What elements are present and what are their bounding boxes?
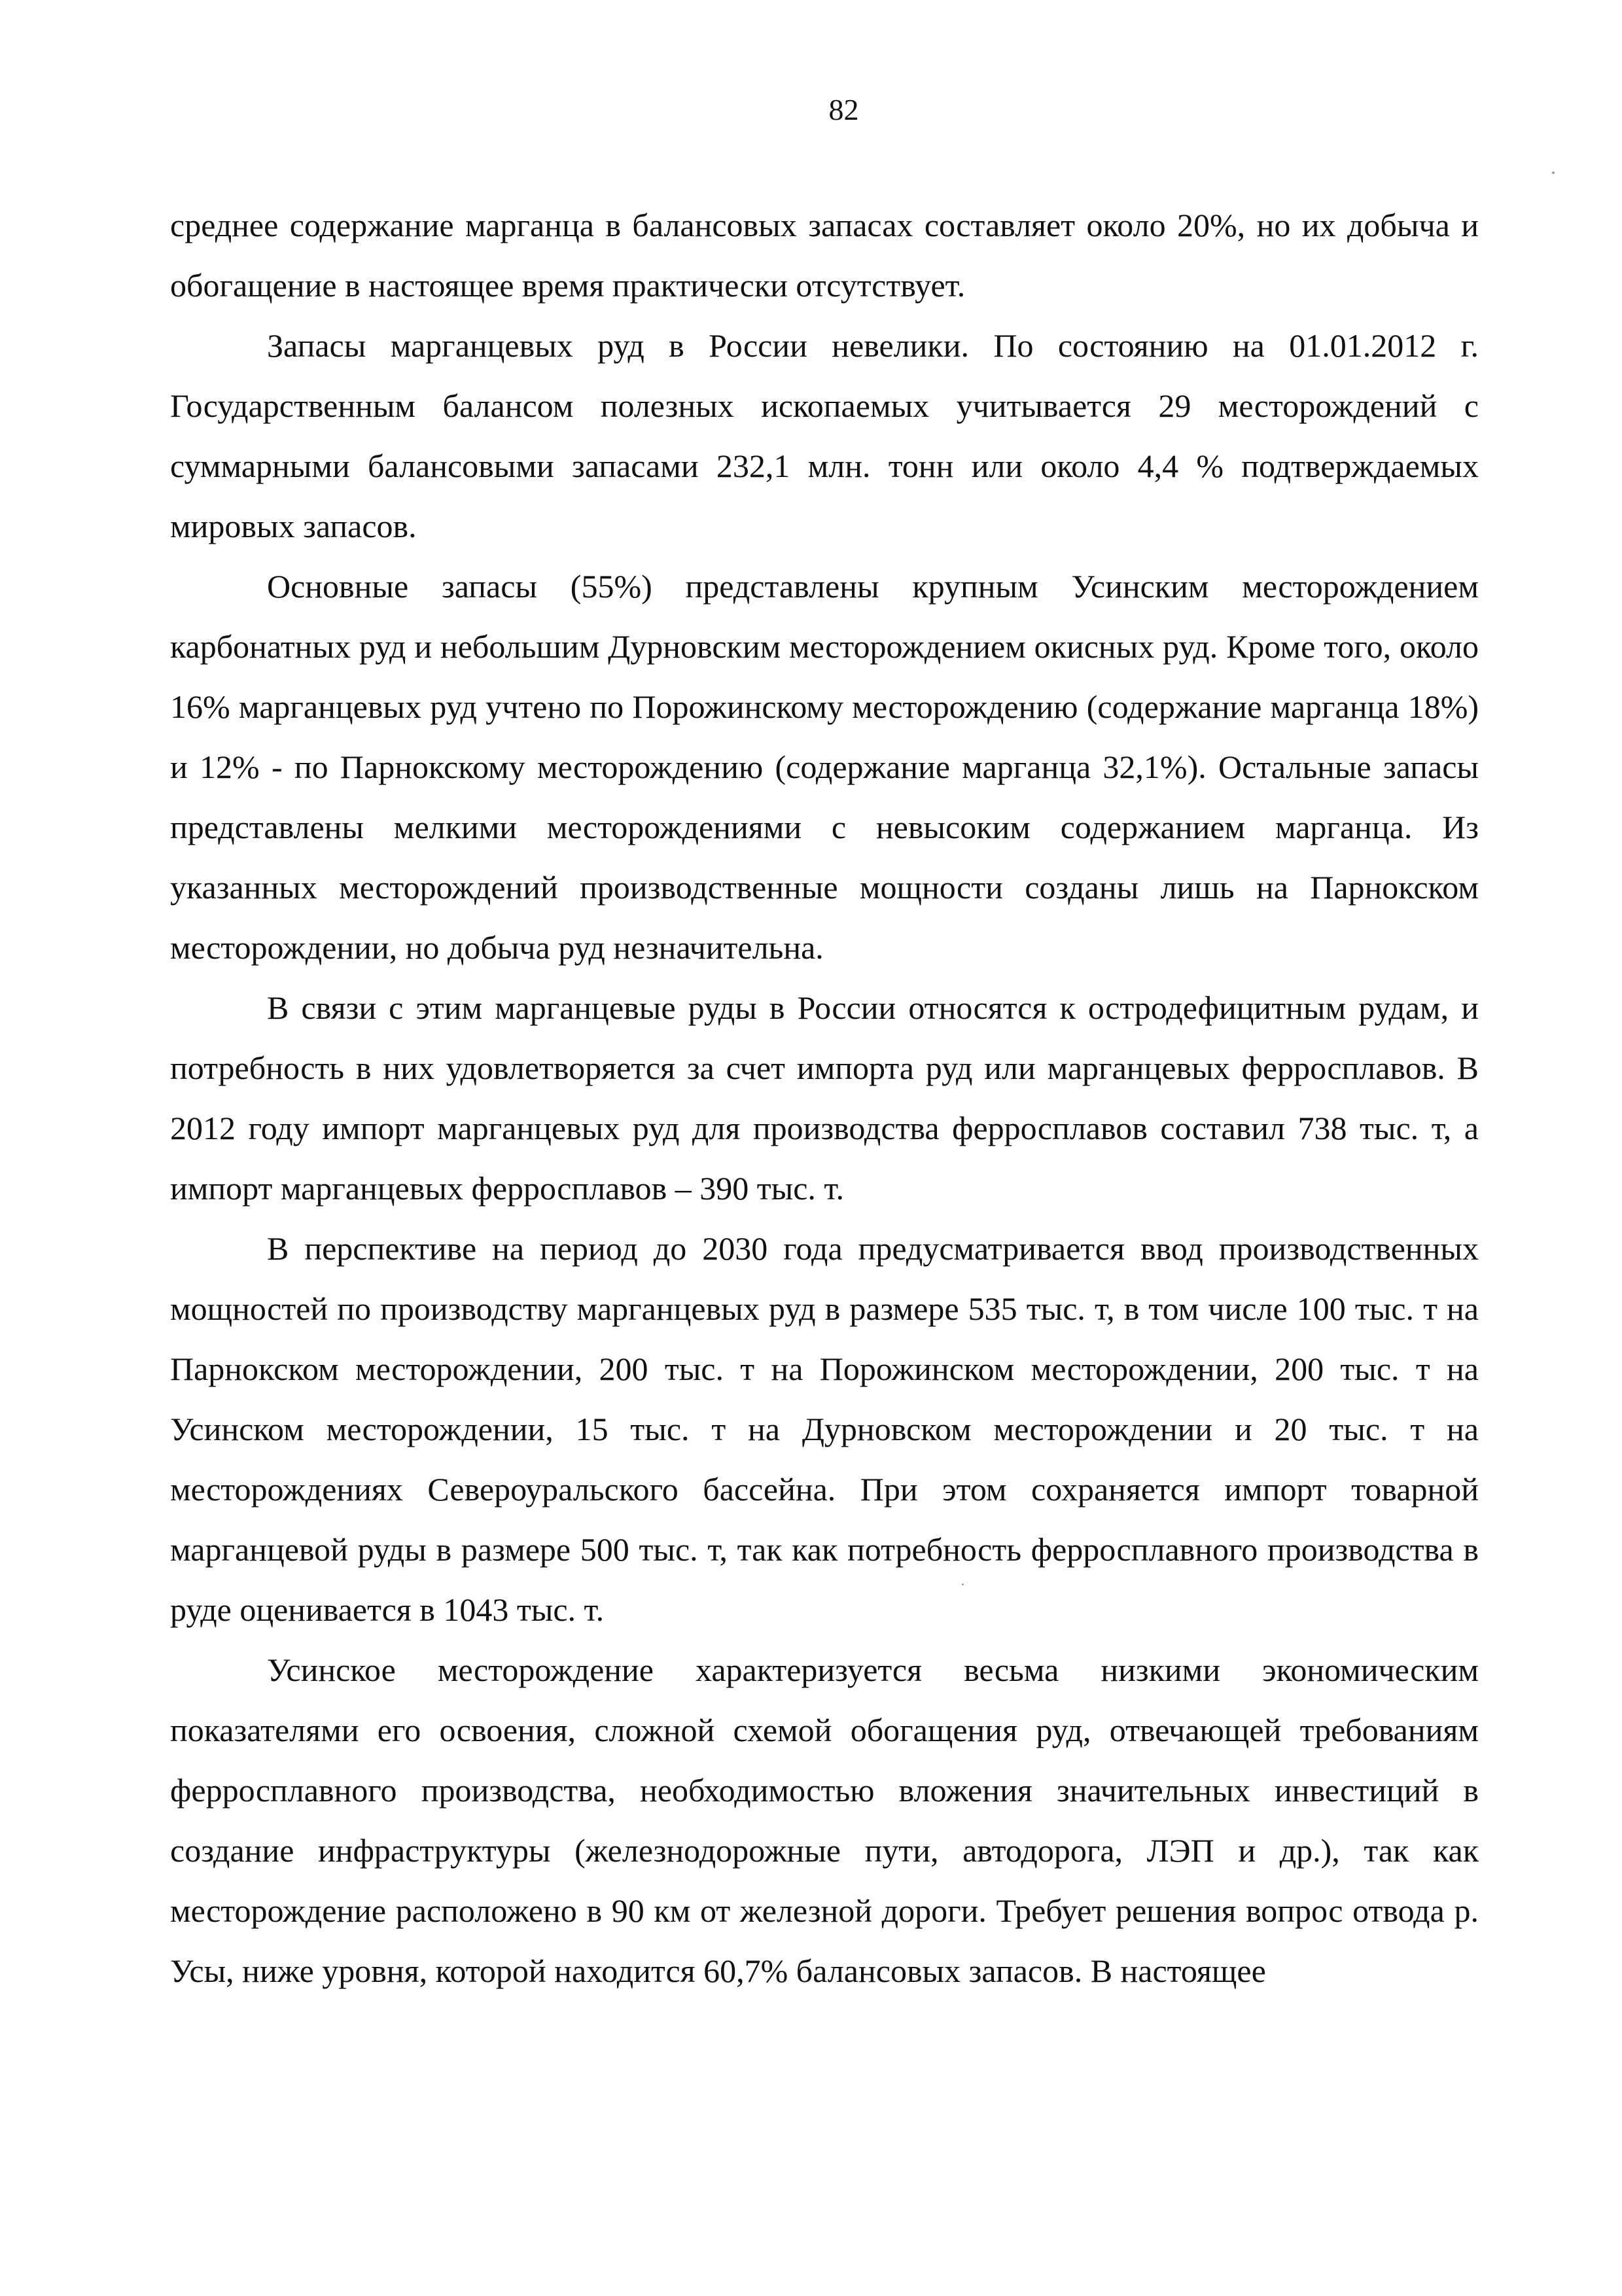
paragraph-import: В связи с этим марганцевые руды в России относятся к остродефицитным рудам, и потребность в них удовлетворяется за счет импорта руд или марганцевых ферросплавов. В 2012 году импорт марганцевых руд для производства ферросплавов составил 738 тыс. т, а импорт марганцевых ферросплавов – 390 тыс. т. bbox=[170, 989, 1479, 1207]
paragraph-reserves: Запасы марганцевых руд в России невелики. По состоянию на 01.01.2012 г. Государственным балансом полезных ископаемых учитывается 29 месторождений с суммарными балансовыми запасами 232,1 млн. тонн или около 4,4 % подтверждаемых мировых запасов. bbox=[170, 327, 1479, 544]
paragraph-main-reserves: Основные запасы (55%) представлены крупным Усинским месторождением карбонатных руд и небольшим Дурновским месторождением окисных руд. Кроме того, около 16% марганцевых руд учтено по Порожинскому месторождению (содержание марганца 18%) и 12% - по Парнокскому месторождению (содержание марганца 32,1%). Остальные запасы представлены мелкими месторождениями с невысоким содержанием марганца. Из указанных месторождений производственные мощности созданы лишь на Парнокском месторождении, но добыча руд незначительна. bbox=[170, 568, 1479, 966]
paragraph-continuation: среднее содержание марганца в балансовых запасах составляет около 20%, но их добыча и обогащение в настоящее время практически отсутствует. bbox=[170, 207, 1479, 304]
page-number: 82 bbox=[828, 93, 859, 126]
paragraph-outlook-2030: В перспективе на период до 2030 года предусматривается ввод производственных мощностей по производству марганцевых руд в размере 535 тыс. т, в том числе 100 тыс. т на Парнокском месторождении, 200 тыс. т на Порожинском месторождении, 200 тыс. т на Усинском месторождении, 15 тыс. т на Дурновском месторождении и 20 тыс. т на месторождениях Североуральского бассейна. При этом сохраняется импорт товарной марганцевой руды в размере 500 тыс. т, так как потребность ферросплавного производства в руде оценивается в 1043 тыс. т. bbox=[170, 1230, 1479, 1628]
scan-speck bbox=[1552, 171, 1555, 174]
scan-speck bbox=[962, 1583, 964, 1585]
paragraph-usinsk-deposit: Усинское месторождение характеризуется весьма низкими экономическим показателями его освоения, сложной схемой обогащения руд, отвечающей требованиям ферросплавного производства, необходимостью вложения значительных инвестиций в создание инфраструктуры (железнодорожные пути, автодорога, ЛЭП и др.), так как месторождение расположено в 90 км от железной дороги. Требует решения вопрос отвода р. Усы, ниже уровня, которой находится 60,7% балансовых запасов. В настоящее bbox=[170, 1651, 1479, 1989]
body-text bbox=[170, 195, 1479, 2001]
